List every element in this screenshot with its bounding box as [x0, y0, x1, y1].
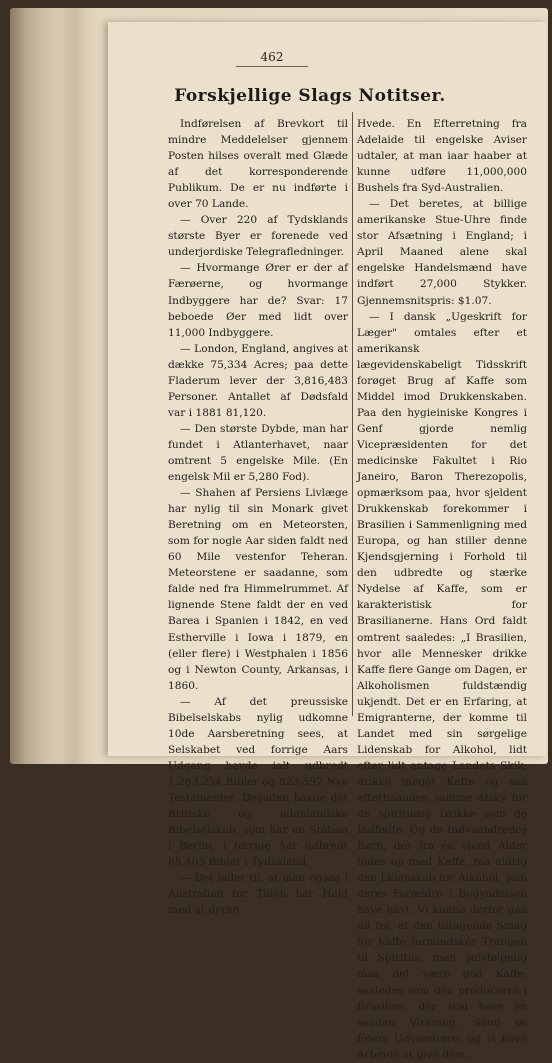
header-rule — [236, 66, 308, 67]
paragraph: — Det beretes, at billige amerikanske Stue-Uhre finde stor Afsætning i England; i April Maaned alene skal engelske Handelsmænd have indført 27,000 Stykker. Gjennemsnitspris: $1.07. — [357, 198, 527, 307]
paragraph: Hvede. En Efterretning fra Adelaide til engelske Aviser udtaler, at man iaar haaber at kunne udføre 11,000,000 Bushels fra Syd-Australien. — [357, 118, 527, 195]
left-column — [168, 116, 348, 917]
paragraph: — Shahen af Persiens Livlæge har nylig til sin Monark givet Beretning om en Meteorsten, som for nogle Aar siden faldt ned 60 Mile vestenfor Teheran. Meteorstene er saadanne, som falde ned fra Himmelrummet. Af lignende Stene faldt der en ved Barea i Spanien i 1842, en ved Estherville i Iowa i 1879, en (eller flere) i Westphalen i 1856 og i Newton County, Arkansas, i 1860. — [168, 487, 348, 692]
paragraph: Indførelsen af Brevkort til mindre Meddelelser gjennem Posten hilses overalt med Glæde af det korresponderende Publikum. De er nu indførte i over 70 Lande. — [168, 118, 348, 211]
paragraph: — Hvormange Ører er der af Færøerne, og hvormange Indbyggere har de? Svar: 17 beboede Øer med lidt over 11,000 Indbyggere. — [168, 262, 348, 339]
paragraph: — I dansk „Ugeskrift for Læger" omtales efter et amerikansk lægevidenskabeligt Tidsskrift forøget Brug af Kaffe som Middel imod Drukkenskaben. Paa den hygieiniske Kongres i Genf gjorde nemlig Vicepræsidenten for det medicinske Fakultet i Rio Janeiro, Baron Therezopolis, opmærksom paa, hvor sjeldent Drukkenskab forekommer i Brasilien i Sammenligning med Europa, og han stiller denne Kjendsgjerning i Forhold til den udbredte og stærke Nydelse af Kaffe, som er karakteristisk for Brasilianerne. Hans Ord faldt omtrent saaledes: „I Brasilien, hvor alle Mennesker drikke Kaffe flere Gange om Dagen, er Alkoholismen fuldstændig ukjendt. Det er en Erfaring, at Emigranterne, der komme til Landet med sin sørgelige Lidenskab for Alkohol, lidt efter lidt antage Landets Skik, drikke meget Kaffe og saa efterhaanden samme Afsky for de spirituøse Drikke som de Indfødte. Og de Indvaandredes Børn, der fra en spæd Alder fødes op med Kaffe, faa aldrig den Lidenskab for Alkohol, som deres Forældre i Begyndelsen have havt. Vi kunne derfor gaa ud fra, at den tiltagende Smag for Kaffe formindsker Trangen til Spiritus, men selvfølgelig maa det være god Kaffe, saaledes som den produceres i Brasilien, der skal have en saadan Virkning. Send os Eders Udvandrere, og vi have Arbeide at give dem. — [357, 310, 527, 1061]
column-divider — [352, 112, 353, 716]
paragraph: — Den største Dybde, man har fundet i Atlanterhavet, naar omtrent 5 engelske Mile. (En engelsk Mil er 5,280 Fod). — [168, 422, 348, 484]
paragraph: — Af det preussiske Bibelselskabs nylig udkomne 10de Aarsberetning sees, at Selskabet ved forrige Aars Udgang havde ialt udbredt 1,283,254 Bibler og 823,597 Nye Testamenter. Desuden havde det Britiske og udenlandske Bibelselskab, som har en Station i Berlin, i forrige Aar udbredt 85,405 Bibler i Tydskland. — [168, 695, 348, 869]
page-number: 462 — [260, 50, 284, 64]
paragraph: — London, England, angives at dække 75,334 Acres; paa dette Fladerum lever der 3,816,483 Personer. Antallet af Dødsfald var i 1881 81,120. — [168, 342, 348, 419]
paragraph: — Over 220 af Tydsklands største Byer er forenede ved underjordiske Telegrafledninger. — [168, 214, 348, 259]
page-title: Forskjellige Slags Notitser. — [174, 86, 446, 106]
right-column — [357, 116, 527, 1061]
paragraph: — Det lader til, at man ogsaa i Australien for Tiden har Held med at dyrke — [168, 872, 348, 917]
